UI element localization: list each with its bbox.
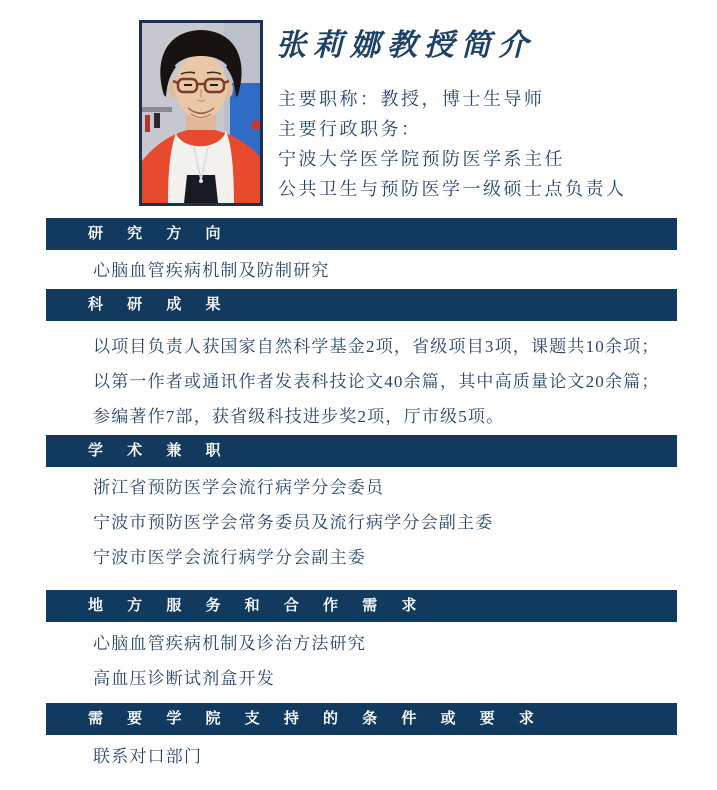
- section-item: 高血压诊断试剂盒开发: [93, 669, 275, 688]
- section-heading: 需 要 学 院 支 持 的 条 件 或 要 求: [88, 710, 544, 727]
- page-title: 张莉娜教授简介: [276, 28, 535, 63]
- info-line-position-2: 公共卫生与预防医学一级硕士点负责人: [278, 179, 627, 199]
- info-line-admin: 主要行政职务：: [278, 119, 422, 139]
- section-heading: 学 术 兼 职: [88, 442, 231, 459]
- section-item: 宁波市预防医学会常务委员及流行病学分会副主委: [93, 513, 494, 532]
- professor-photo: [139, 20, 263, 206]
- info-line-position-1: 宁波大学医学院预防医学系主任: [278, 149, 565, 169]
- section-item: 联系对口部门: [93, 747, 203, 766]
- section-header-research-achievements: [46, 289, 677, 321]
- section-item: 浙江省预防医学会流行病学分会委员: [93, 478, 385, 497]
- section-item: 以第一作者或通讯作者发表科技论文40余篇，其中高质量论文20余篇；: [93, 372, 660, 391]
- section-header-research-direction: [46, 218, 677, 250]
- portrait-illustration: [142, 23, 260, 203]
- section-item: 以项目负责人获国家自然科学基金2项，省级项目3项，课题共10余项；: [93, 337, 660, 356]
- section-heading: 地 方 服 务 和 合 作 需 求: [88, 597, 427, 614]
- section-item: 心脑血管疾病机制及诊治方法研究: [93, 634, 366, 653]
- info-line-rank: 主要职称：教授，博士生导师: [278, 89, 545, 109]
- section-header-local-service: [46, 590, 677, 622]
- section-heading: 科 研 成 果: [88, 296, 231, 313]
- section-item: 参编著作7部，获省级科技进步奖2项，厅市级5项。: [93, 407, 505, 426]
- section-header-support-needed: [46, 703, 677, 735]
- section-heading: 研 究 方 向: [88, 225, 231, 242]
- section-item: 宁波市医学会流行病学分会副主委: [93, 548, 366, 567]
- section-header-academic-posts: [46, 435, 677, 467]
- section-item: 心脑血管疾病机制及防制研究: [93, 261, 330, 280]
